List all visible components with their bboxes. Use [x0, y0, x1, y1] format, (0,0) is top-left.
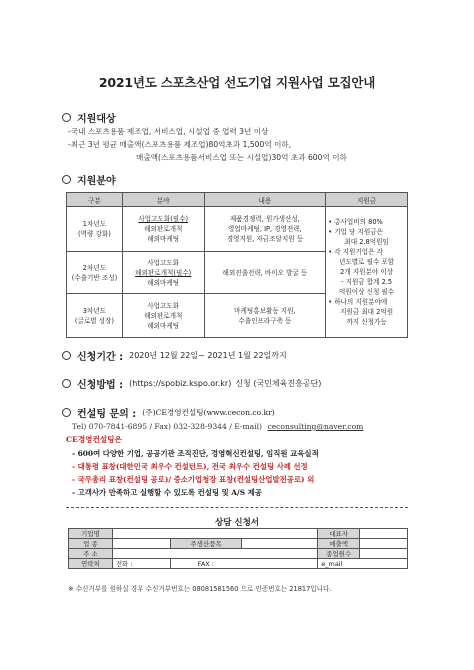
target-line-1: -국내 스포츠용품 제조업, 서비스업, 시설업 중 업력 3년 이상 [68, 127, 269, 136]
form-input-address[interactable] [112, 549, 317, 559]
row1-type: 1차년도 (역량 강화) [67, 207, 123, 252]
form-footnote: ※ 수신거부를 원하실 경우 수신거부번호는 08081581560 으로 인증번호는 21817입니다. [68, 585, 332, 593]
form-input-sales[interactable] [360, 539, 408, 549]
form-label-sales: 매출액 [318, 539, 360, 549]
consult-label: 컨설팅 문의 : [77, 409, 137, 420]
table-header-content: 내용 [204, 193, 326, 207]
section-target [62, 110, 116, 125]
section-fields [62, 172, 116, 187]
section-period [62, 348, 287, 363]
form-input-company[interactable] [112, 529, 317, 539]
method-suffix: 신청 (국민체육진흥공단) [235, 379, 322, 388]
circle-bullet-icon [62, 408, 71, 417]
form-input-industry[interactable] [112, 539, 170, 549]
form-label-company: 기업명 [69, 529, 113, 539]
consult-bullet-1: - 600여 다양한 기업, 공공기관 조직진단, 경영혁신컨설팅, 임직원 교육실적 [72, 449, 319, 458]
form-label-industry: 업 종 [69, 539, 113, 549]
period-label: 신청기간 : [77, 352, 124, 363]
consult-bullet-2: - 대통령 표창(대한민국 최우수 컨설턴트), 전국 최우수 컨설팅 사례 선정 [72, 462, 308, 471]
consult-bullet-4: - 고객사가 만족하고 실행할 수 있도록 컨설팅 및 A/S 제공 [72, 488, 262, 497]
row2-field: 사업고도화 해외판로개척(필수) 해외마케팅 [122, 252, 204, 294]
row1-content: 제품경쟁력, 원가생산성, 영업마케팅, IP, 경영전략, 경영지원, 자금조달지원 등 [204, 207, 326, 252]
period-value: 2020년 12월 22일~ 2021년 1월 22일까지 [129, 351, 287, 360]
consult-bullet-3: - 국무총리 표창(컨설팅 공로)/ 중소기업청장 표창(컨설팅산업발전공로) 외 [72, 475, 315, 484]
row2-type: 2차년도 (수출기반 조성) [67, 252, 123, 294]
circle-bullet-icon [62, 175, 71, 184]
table-header-support: 지원금 [326, 193, 408, 207]
form-input-fax[interactable]: FAX : [170, 559, 318, 569]
form-title: 상담 신청서 [214, 518, 259, 528]
consult-company[interactable]: (주)CE경영컨설팅(www.cecon.co.kr) [142, 408, 275, 417]
target-line-2: -최근 3년 평균 매출액(스포츠용품 제조업)80억초과 1,500억 이하, [68, 140, 292, 149]
consult-email-link[interactable]: ceconsulting@naver.com [267, 422, 364, 431]
circle-bullet-icon [62, 351, 71, 360]
row3-field: 사업고도화 해외판로개척 해외마케팅 [122, 294, 204, 338]
table-header-field: 분야 [122, 193, 204, 207]
form-input-products[interactable] [242, 539, 318, 549]
circle-bullet-icon [62, 379, 71, 388]
form-input-email[interactable]: e_mail [318, 559, 408, 569]
method-url[interactable]: (https://spobiz.kspo.or.kr) [129, 379, 232, 388]
row1-field: 사업고도화(필수) 해외판로개척 해외마케팅 [122, 207, 204, 252]
page-title: 2021년도 스포츠산업 선도기업 지원사업 모집안내 [98, 75, 376, 90]
form-label-contact: 연락처 [69, 559, 113, 569]
consult-form-table [68, 528, 408, 569]
form-input-phone[interactable]: 전화 : [112, 559, 170, 569]
section-consult [62, 405, 275, 420]
table-header-type: 구분 [67, 193, 123, 207]
row3-type: 3차년도 (글로벌 성장) [67, 294, 123, 338]
form-input-employees[interactable] [360, 549, 408, 559]
support-amount-cell: • 총사업비의 80% • 기업 당 지원금은 최대 2.8억원임 • 각 지원기업은 각 년도별로 필수 포함 2개 지원분야 이상 - 지원금 합계 2.5 억원이상 신청 필수 • 하나의 지원분야에 지원금 최대 2억원 까지 신청가능 [326, 207, 408, 338]
table-row [67, 207, 408, 252]
section-fields-heading: 지원분야 [77, 176, 116, 187]
support-fields-table [66, 192, 408, 338]
divider [66, 507, 408, 508]
row3-content: 마케팅홍보활동 지원, 수출인프라구축 등 [204, 294, 326, 338]
target-line-3: 매출액(스포츠용품서비스업 또는 시설업)30억 초과 600억 이하 [136, 153, 347, 162]
section-target-heading: 지원대상 [77, 114, 116, 125]
circle-bullet-icon [62, 113, 71, 122]
form-label-address: 주 소 [69, 549, 113, 559]
row2-content: 해외진출전략, 바이오 발굴 등 [204, 252, 326, 294]
method-label: 신청방법 : [77, 380, 124, 391]
form-input-ceo[interactable] [360, 529, 408, 539]
form-label-products: 주생산품목 [170, 539, 242, 549]
consult-sub-heading: CE경영컨설팅은 [66, 435, 122, 444]
form-label-employees: 종업원수 [318, 549, 360, 559]
section-method [62, 376, 321, 391]
form-label-ceo: 대표자 [318, 529, 360, 539]
consult-contact: Tel) 070-7841-6895 / Fax) 032-328-9344 / E-mail) ceconsulting@naver.com [72, 422, 364, 431]
